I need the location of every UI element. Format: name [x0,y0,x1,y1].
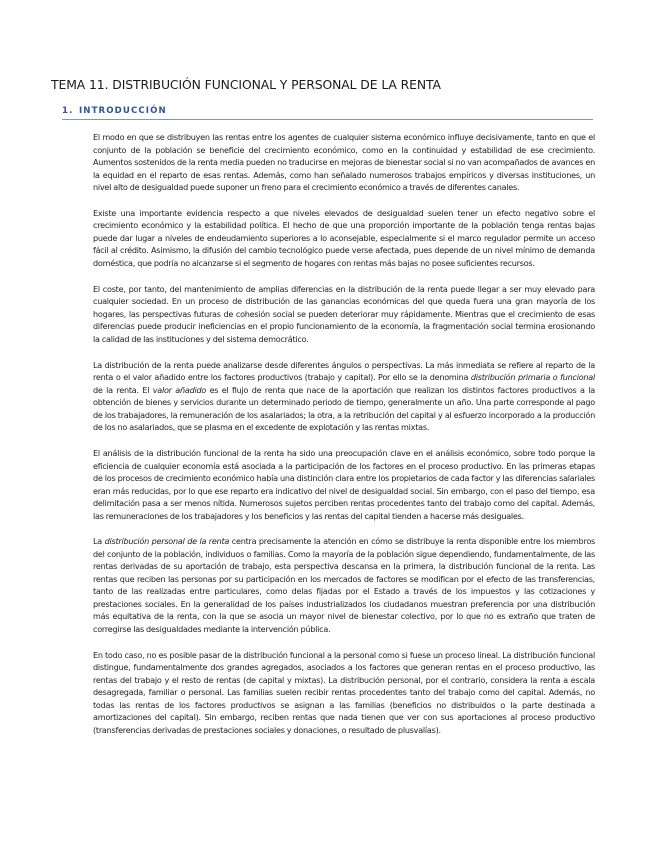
body-paragraph [93,649,595,737]
body-paragraph [93,207,595,270]
italic-term: valor añadido [152,384,207,395]
body-paragraph [93,359,595,434]
italic-term: distribución personal de la renta [104,536,230,547]
paragraph-text: de la renta. El [93,384,153,395]
paragraph-text: La distribución de la renta puede analizarse desde diferentes ángulos o perspectivas. La más inmediata se refiere al reparto de la renta o el valor añadido entre los factores productivos (trabajo y capital). Por ello se la denomina [93,359,595,383]
paragraph-text: El análisis de la distribución funcional de la renta ha sido una preocupación clave en el análisis económico, sobre todo porque la eficiencia de cualquier economía está asociada a la participación de los factores en el proceso productivo. En las primeras etapas de los procesos de crecimiento económico había una distinción clara entre los propietarios de cada factor y las diferencias salariales eran más reducidas, por lo que ese reparto era indicativo del nivel de desigualdad social. Sin embargo, con el paso del tiempo, esa delimitación pasa a ser menos nítida. Numerosos sujetos perciben rentas procedentes tanto del trabajo como del capital. Además, las remuneraciones de los trabajadores y los beneficios y las rentas del capital tienden a hacerse más desiguales. [93,448,595,521]
paragraph-text: centra precisamente la atención en cómo se distribuye la renta disponible entre los miembros del conjunto de la población, individuos o familias. Como la mayoría de la población sigue dependiendo, fundamentalmente, de las rentas derivadas de su aportación de trabajo, esta perspectiva descansa en la primera, la distribución funcional de la renta. Las rentas que reciben las personas por su participación en los mercados de factores se modifican por el efecto de las transferencias, tanto de las realizadas entre particulares, como delas fijadas por el Estado a través de los impuestos y las cotizaciones y prestaciones sociales. En la generalidad de los países industrializados los ciudadanos muestran preferencia por una distribución más equitativa de la renta, con la que se asocia un mayor nivel de bienestar colectivo, por lo que no es extraño que traten de corregirse las desigualdades mediante la intervención pública. [93,536,596,634]
italic-term: distribución primaria o funcional [470,372,595,383]
paragraph-text: El coste, por tanto, del mantenimiento de amplias diferencias en la distribución de la renta puede llegar a ser muy elevado para cualquier sociedad. En un proceso de distribución de las ganancias económicas del que queda fuera una gran mayoría de los hogares, las perspectivas futuras de cohesión social se pueden deteriorar muy rápidamente. Mientras que el crecimiento de esas diferencias puede producir ineficiencias en el propio funcionamiento de la economía, la fragmentación social termina erosionando la calidad de las instituciones y del sistema democrático. [93,283,595,344]
body-paragraph [93,447,595,522]
paragraph-text: La [93,536,105,547]
paragraph-text: El modo en que se distribuyen las rentas entre los agentes de cualquier sistema económico influye decisivamente, tanto en que el conjunto de la población se beneficie del crecimiento económico, como en la continuidad y estabilidad de ese crecimiento. Aumentos sostenidos de la renta media pueden no traducirse en mejoras de bienestar social si no van acompañados de avances en la equidad en el reparto de esas rentas. Además, como han señalado numerosos trabajos empíricos y diversas instituciones, un nivel alto de desigualdad puede suponer un freno para el crecimiento económico a través de diferentes canales. [93,132,595,192]
paragraph-text: En todo caso, no es posible pasar de la distribución funcional a la personal como si fuese un proceso lineal. La distribución funcional distingue, fundamentalmente dos grandes agregados, asociados a los factores que generan rentas en el proceso productivo, las rentas del trabajo y el resto de rentas (de capital y mixtas). La distribución personal, por el contrario, considera la renta a escala desagregada, familiar o personal. Las familias suelen recibir rentas procedentes tanto del trabajo como del capital. Además, no todas las rentas de los factores productivos se asignan a las familias (beneficios no distribuidos o la parte destinada a amortizaciones del capital). Sin embargo, reciben rentas que nada tienen que ver con sus aportaciones al proceso productivo (transferencias derivadas de prestaciones sociales y donaciones, o resultado de plusvalías). [93,649,595,735]
body-paragraph [93,535,595,635]
document-body [93,131,595,750]
paragraph-text: es el flujo de renta que nace de la aportación que realizan los distintos factores productivos a la obtención de bienes y servicios durante un determinado periodo de tiempo, generalmente un año. Una parte corresponde al pago de los trabajadores, la remuneración de los asalariados; la otra, a la retribución del capital y al esfuerzo incorporado a la producción de los no asalariados, que se plasma en el excedente de explotación y las rentas mixtas. [93,384,595,433]
paragraph-text: Existe una importante evidencia respecto a que niveles elevados de desigualdad suelen tener un efecto negativo sobre el crecimiento económico y la estabilidad política. El hecho de que una proporción importante de la población tenga rentas bajas puede dar lugar a niveles de endeudamiento superiores a lo aconsejable, especialmente si el marco regulador permite un acceso fácil al crédito. Asimismo, la difusión del cambio tecnológico puede verse afectada, pues depende de un nivel mínimo de demanda doméstica, que podría no alcanzarse si el segmento de hogares con rentas más bajas no posee suficientes recursos. [93,207,595,268]
document-title: TEMA 11. DISTRIBUCIÓN FUNCIONAL Y PERSONAL DE LA RENTA [51,77,441,92]
section-number: 1. [62,106,74,116]
body-paragraph [93,131,595,194]
body-paragraph [93,283,595,346]
section-heading [62,106,593,120]
section-title: INTRODUCCIÓN [79,106,167,116]
